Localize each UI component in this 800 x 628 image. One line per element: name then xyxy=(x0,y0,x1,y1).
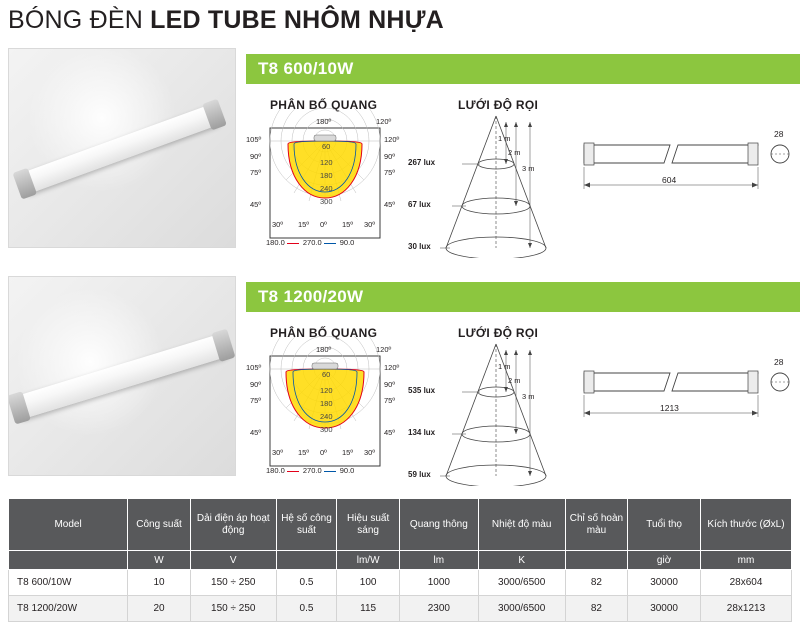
cell-luminous-flux: 1000 xyxy=(399,570,478,596)
dimension-length-label: 1213 xyxy=(660,403,679,413)
polar-label-left-90: 90º xyxy=(250,152,262,161)
cone-lux-3m: 59 lux xyxy=(408,470,431,479)
cone-lux-2m: 134 lux xyxy=(408,428,436,437)
col-header-voltage: Dải điện áp hoạt động xyxy=(190,499,276,551)
polar-label-bottom-0: 0º xyxy=(320,448,327,457)
cone-diagram-title-2: LƯỚI ĐỘ RỌI xyxy=(458,326,539,340)
legend-dash-red xyxy=(287,243,299,244)
dimension-svg xyxy=(578,123,800,233)
legend-angle-270: 270.0 xyxy=(302,238,322,247)
polar-label-top-180: 180º xyxy=(316,117,332,126)
cell-cri: 82 xyxy=(565,596,628,622)
cell-efficacy: 115 xyxy=(337,596,400,622)
legend-angle-270: 270.0 xyxy=(302,466,322,475)
product-header-1: T8 600/10W xyxy=(246,54,800,84)
cone-chart-svg xyxy=(418,108,578,258)
table-header xyxy=(9,499,792,551)
polar-label-bottom-15r: 15º xyxy=(342,220,354,229)
polar-label-bottom-15r: 15º xyxy=(342,448,354,457)
tube-end-cap-right xyxy=(211,329,235,362)
cell-color-temp: 3000/6500 xyxy=(478,570,565,596)
polar-ring-300: 300 xyxy=(320,197,333,206)
cone-height-2m: 2 m xyxy=(508,376,521,385)
cell-cri: 82 xyxy=(565,570,628,596)
cell-color-temp: 3000/6500 xyxy=(478,596,565,622)
polar-label-right-45: 45º xyxy=(384,200,396,209)
polar-distribution-chart-2 xyxy=(246,336,428,475)
polar-distribution-chart-1 xyxy=(246,108,428,247)
polar-label-bottom-30l: 30º xyxy=(272,220,284,229)
cell-dimensions: 28x1213 xyxy=(700,596,791,622)
col-header-power-factor: Hệ số công suất xyxy=(276,499,337,551)
table-row xyxy=(9,596,792,622)
dimension-drawing-2 xyxy=(578,351,800,461)
polar-label-right-90: 90º xyxy=(384,152,396,161)
col-header-efficacy: Hiệu suất sáng xyxy=(337,499,400,551)
polar-ring-240: 240 xyxy=(320,412,333,421)
col-header-color-temp: Nhiệt độ màu xyxy=(478,499,565,551)
cone-height-1m: 1 m xyxy=(498,362,511,371)
cell-model: T8 600/10W xyxy=(9,570,128,596)
tube-end-cap-left xyxy=(12,168,37,200)
dimension-diameter-label: 28 xyxy=(774,357,784,367)
illuminance-cone-chart-2 xyxy=(408,336,578,486)
table-units-row xyxy=(9,551,792,570)
polar-diagram-title-2: PHÂN BỐ QUANG xyxy=(270,326,378,340)
illuminance-cone-chart-1 xyxy=(408,108,578,258)
product-photo-2 xyxy=(8,276,236,476)
unit-luminous-flux: lm xyxy=(399,551,478,570)
polar-label-left-45: 45º xyxy=(250,428,262,437)
page-title-bold: LED TUBE NHÔM NHỰA xyxy=(150,6,444,34)
cell-luminous-flux: 2300 xyxy=(399,596,478,622)
polar-label-right-45: 45º xyxy=(384,428,396,437)
legend-angle-180: 180.0 xyxy=(266,466,285,475)
unit-efficacy: lm/W xyxy=(337,551,400,570)
polar-label-top-120: 120º xyxy=(376,117,392,126)
cell-power: 10 xyxy=(128,570,191,596)
tube-end-cap-right xyxy=(202,99,227,131)
polar-ring-300: 300 xyxy=(320,425,333,434)
tube-end-cap-left xyxy=(8,391,31,424)
cell-efficacy: 100 xyxy=(337,570,400,596)
col-header-cri: Chỉ số hoàn màu xyxy=(565,499,628,551)
unit-lifetime: giờ xyxy=(628,551,701,570)
polar-ring-180: 180 xyxy=(320,171,333,180)
polar-label-right-90: 90º xyxy=(384,380,396,389)
legend-angle-90: 90.0 xyxy=(339,466,355,475)
table-header-row xyxy=(9,499,792,551)
unit-model xyxy=(9,551,128,570)
dimension-drawing-1 xyxy=(578,123,800,233)
polar-ring-60: 60 xyxy=(322,370,331,379)
cone-diagram-title-1: LƯỚI ĐỘ RỌI xyxy=(458,98,539,112)
cone-lux-3m: 30 lux xyxy=(408,242,431,251)
cone-height-2m: 2 m xyxy=(508,148,521,157)
product-header-2: T8 1200/20W xyxy=(246,282,800,312)
cone-lux-1m: 267 lux xyxy=(408,158,436,167)
cell-voltage: 150 ÷ 250 xyxy=(190,570,276,596)
cell-voltage: 150 ÷ 250 xyxy=(190,596,276,622)
cell-dimensions: 28x604 xyxy=(700,570,791,596)
legend-angle-90: 90.0 xyxy=(339,238,355,247)
specification-table xyxy=(8,498,792,622)
table-row xyxy=(9,570,792,596)
legend-angle-180: 180.0 xyxy=(266,238,285,247)
polar-label-left-105: 105º xyxy=(246,135,262,144)
polar-label-left-75: 75º xyxy=(250,168,262,177)
col-header-dimensions: Kích thước (ØxL) xyxy=(700,499,791,551)
cell-power-factor: 0.5 xyxy=(276,596,337,622)
col-header-lifetime: Tuổi thọ xyxy=(628,499,701,551)
polar-label-bottom-30r: 30º xyxy=(364,448,376,457)
polar-label-left-90: 90º xyxy=(250,380,262,389)
product-photo-1 xyxy=(8,48,236,248)
cone-lux-2m: 67 lux xyxy=(408,200,431,209)
polar-ring-240: 240 xyxy=(320,184,333,193)
product-block-1 xyxy=(8,48,792,258)
polar-label-top-120: 120º xyxy=(376,345,392,354)
cone-lux-1m: 535 lux xyxy=(408,386,436,395)
page-title-light: BÓNG ĐÈN xyxy=(8,6,151,34)
polar-label-bottom-30r: 30º xyxy=(364,220,376,229)
table-body xyxy=(9,551,792,622)
polar-diagram-title-1: PHÂN BỐ QUANG xyxy=(270,98,378,112)
cell-lifetime: 30000 xyxy=(628,570,701,596)
dimension-length-label: 604 xyxy=(662,175,677,185)
product-block-2 xyxy=(8,276,792,486)
polar-label-top-180: 180º xyxy=(316,345,332,354)
unit-power-factor xyxy=(276,551,337,570)
polar-label-bottom-15l: 15º xyxy=(298,220,310,229)
page-title xyxy=(8,6,444,35)
col-header-luminous-flux: Quang thông xyxy=(399,499,478,551)
col-header-model: Model xyxy=(9,499,128,551)
polar-label-left-105: 105º xyxy=(246,363,262,372)
legend-dash-red xyxy=(287,471,299,472)
polar-ring-60: 60 xyxy=(322,142,331,151)
polar-legend-2 xyxy=(266,466,354,475)
polar-label-bottom-15l: 15º xyxy=(298,448,310,457)
polar-ring-120: 120 xyxy=(320,158,333,167)
cone-height-3m: 3 m xyxy=(522,392,535,401)
polar-legend-1 xyxy=(266,238,354,247)
cone-height-1m: 1 m xyxy=(498,134,511,143)
dimension-svg xyxy=(578,351,800,461)
unit-cri xyxy=(565,551,628,570)
unit-voltage: V xyxy=(190,551,276,570)
polar-label-bottom-0: 0º xyxy=(320,220,327,229)
unit-color-temp: K xyxy=(478,551,565,570)
polar-label-bottom-30l: 30º xyxy=(272,448,284,457)
cell-lifetime: 30000 xyxy=(628,596,701,622)
polar-label-right-120: 120º xyxy=(384,135,400,144)
polar-label-right-75: 75º xyxy=(384,396,396,405)
polar-ring-120: 120 xyxy=(320,386,333,395)
polar-label-right-120: 120º xyxy=(384,363,400,372)
cone-height-3m: 3 m xyxy=(522,164,535,173)
col-header-power: Công suất xyxy=(128,499,191,551)
cell-power: 20 xyxy=(128,596,191,622)
polar-ring-180: 180 xyxy=(320,399,333,408)
legend-dash-blue xyxy=(324,471,336,472)
unit-dimensions: mm xyxy=(700,551,791,570)
unit-power: W xyxy=(128,551,191,570)
dimension-diameter-label: 28 xyxy=(774,129,784,139)
cell-model: T8 1200/20W xyxy=(9,596,128,622)
cell-power-factor: 0.5 xyxy=(276,570,337,596)
polar-label-right-75: 75º xyxy=(384,168,396,177)
legend-dash-blue xyxy=(324,243,336,244)
polar-label-left-75: 75º xyxy=(250,396,262,405)
polar-label-left-45: 45º xyxy=(250,200,262,209)
cone-chart-svg xyxy=(418,336,578,486)
